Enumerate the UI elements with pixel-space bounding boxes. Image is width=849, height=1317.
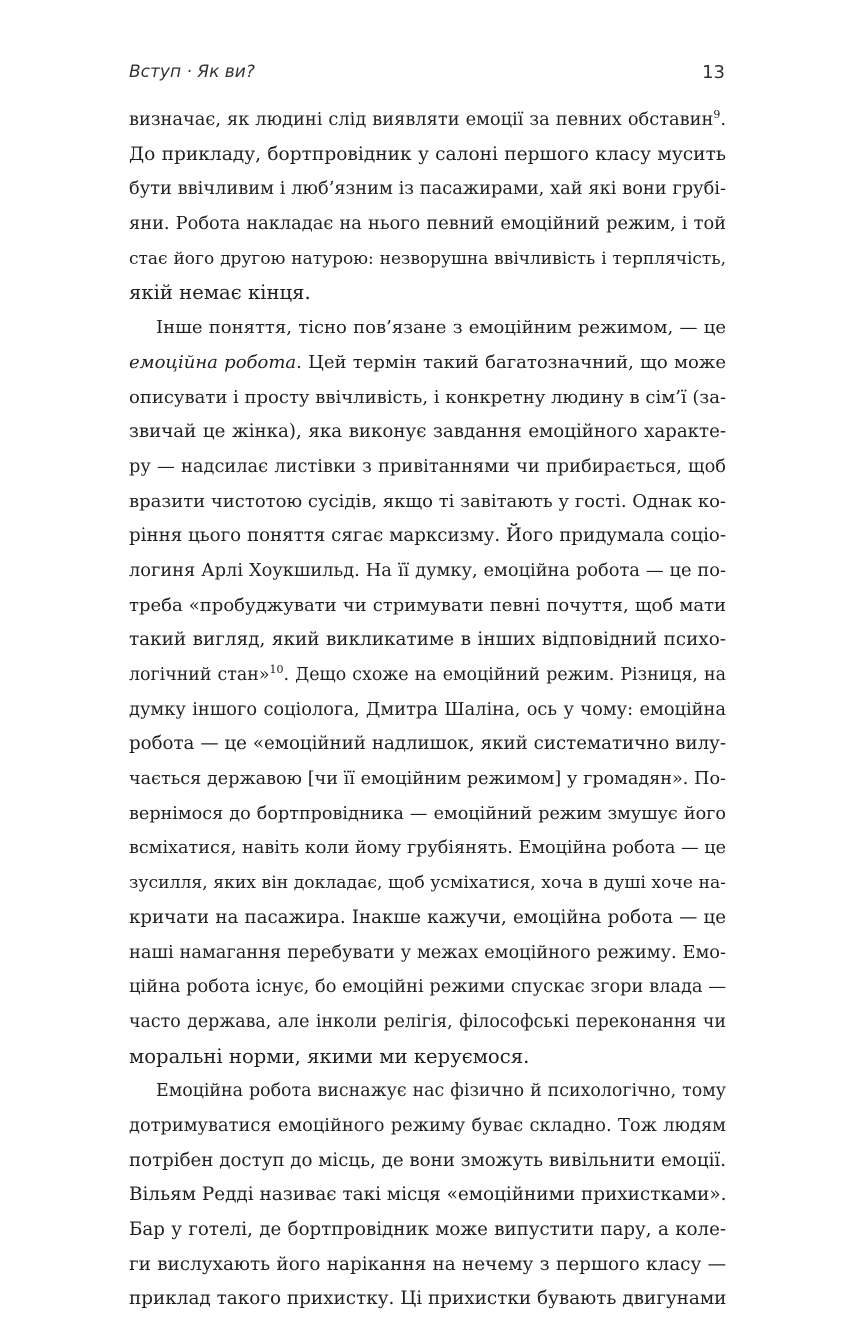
footnote-ref-10[interactable]: 10 [269,663,284,677]
text-line: Емоційна робота виснажує нас фізично й психологічно, тому [156,1081,726,1102]
text-line: потрібен доступ до місць, де вони зможуть вивільнити емоції. [129,1149,726,1171]
text-line: моральні норми, якими ми керуємося. [129,1044,530,1068]
text-line: Бар у готелі, де бортпровідник може випустити пару, а коле- [129,1219,726,1240]
text-line: часто держава, але інколи релігія, філософські переконання чи [129,1011,726,1032]
text-span: визначає, як людині слід виявляти емоції за певних обставин [129,109,714,130]
text-line: ру — надсилає листівки з привітаннями чи прибирається, щоб [129,455,726,477]
text-line: приклад такого прихистку. Ці прихистки бувають двигунами [129,1288,727,1310]
text-line: кричати на пасажира. Інакше кажучи, емоційна робота — це [129,906,726,928]
text-line: якій немає кінця. [129,281,311,305]
text-line: ги вислухають його нарікання на нечему з першого класу — [129,1253,726,1275]
text-line: ріння цього поняття сягає марксизму. Його придумала соціо- [129,525,726,547]
text-line: вразити чистотою сусідів, якщо ті завітають у гості. Однак ко- [129,490,726,512]
text-span: . Цей термін такий багатозначний, що може [296,351,726,373]
text-line: логиня Арлі Хоукшильд. На її думку, емоційна робота — це по- [129,559,726,581]
text-line [129,346,726,381]
text-line: дотримуватися емоційного режиму буває складно. Тож людям [129,1114,726,1136]
text-line: До прикладу, бортпровідник у салоні першого класу мусить [129,143,726,165]
text-line: зусилля, яких він докладає, щоб усміхатися, хоча в душі хоче на- [129,873,726,894]
text-line: ційна робота існує, бо емоційні режими спускає згори влада — [129,976,726,998]
text-line: Інше поняття, тісно пов’язане з емоційним режимом, — це [156,317,726,339]
text-line: описувати і просту ввічливість, і конкретну людину в сім’ї (за- [129,386,727,408]
text-span: логічний стан» [129,665,270,685]
text-line: всміхатися, навіть коли йому грубіянять. Емоційна робота — це [129,838,726,859]
text-line: чається державою [чи її емоційним режимом] у громадян». По- [129,769,726,790]
text-line: стає його другою натурою: незворушна ввічливість і терплячість, [129,248,726,269]
text-line: такий вигляд, який викликатиме в інших відповідний психо- [129,629,726,651]
text-line: яни. Робота накладає на нього певний емоційний режим, і той [129,213,726,235]
running-head: Вступ · Як ви? [129,62,255,82]
text-line: бути ввічливим і люб’язним із пасажирами, хай які вони грубі- [129,178,726,200]
text-line: Вільям Редді називає такі місця «емоційними прихистками». [129,1184,727,1206]
text-line: визначає, як людині слід виявляти емоції за певних обставин$^9$. [129,108,726,130]
text-line: звичай це жінка), яка виконує завдання емоційного характе- [129,421,726,443]
text-line [129,658,726,693]
text-line: думку іншого соціолога, Дмитра Шаліна, ось у чому: емоційна [129,698,726,720]
emphasis-term: емоційна робота [129,351,297,373]
text-line: робота — це «емоційний надлишок, який систематично вилу- [129,733,726,755]
text-line: треба «пробуджувати чи стримувати певні почуття, щоб мати [129,594,726,616]
text-line: вернімося до бортпровідника — емоційний режим змушує його [129,803,726,824]
footnote-ref-9[interactable]: 9 [713,108,721,122]
text-line: наші намагання перебувати у межах емоційного режиму. Емо- [129,941,726,963]
body-text [129,103,726,1317]
text-span: . Дещо схоже на емоційний режим. Різниця, на [283,665,726,685]
page-number: 13 [702,62,725,83]
